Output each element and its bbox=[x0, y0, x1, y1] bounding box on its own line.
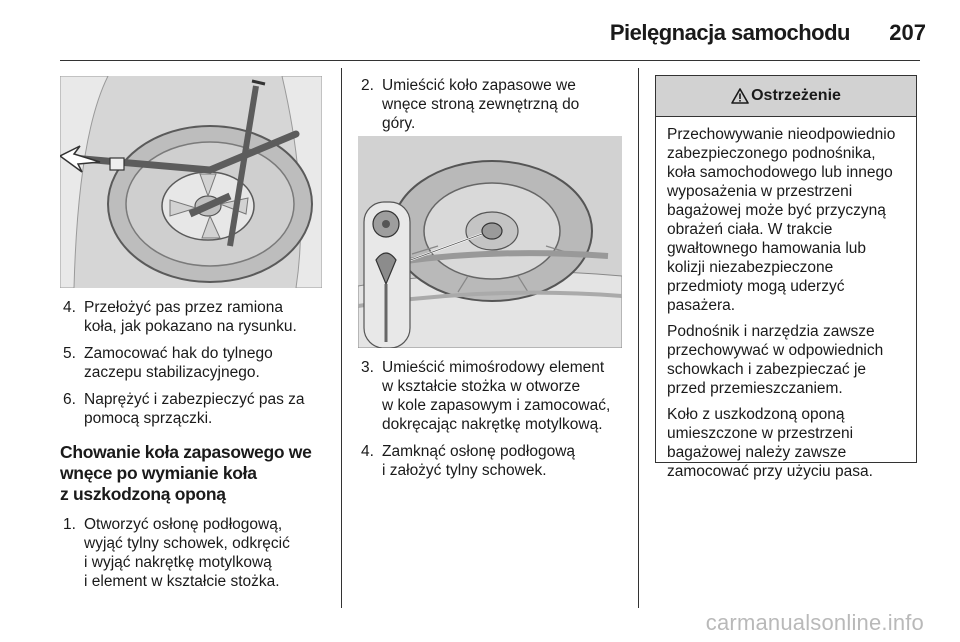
step-list-4 bbox=[358, 358, 622, 480]
column-divider-2 bbox=[638, 68, 639, 608]
page-title: Pielęgnacja samochodu bbox=[609, 20, 850, 45]
header-rule bbox=[60, 60, 920, 61]
list-item: 5. Zamocować hak do tylnego zaczepu stabilizacyjnego. bbox=[63, 345, 273, 381]
list-item: 4. Przełożyć pas przez ramiona koła, jak pokazano na rysunku. bbox=[63, 299, 297, 335]
warning-paragraph: Koło z uszkodzoną oponą umieszczone w przestrzeni bagażowej należy zawsze zamocować przy użyciu pasa. bbox=[667, 406, 873, 480]
step-list-1 bbox=[60, 298, 330, 428]
watermark: carmanualsonline.info bbox=[705, 610, 924, 635]
list-item: 4. Zamknąć osłonę podłogową i założyć tylny schowek. bbox=[361, 443, 576, 479]
warning-triangle-icon bbox=[731, 88, 749, 104]
step-list-3 bbox=[358, 76, 622, 133]
spare-wheel-strap-illustration bbox=[60, 76, 322, 288]
warning-box bbox=[655, 75, 917, 480]
warning-body bbox=[656, 117, 916, 481]
list-item: 6. Naprężyć i zabezpieczyć pas za pomocą sprzączki. bbox=[63, 391, 305, 427]
column-divider-1 bbox=[341, 68, 342, 608]
step-list-2 bbox=[60, 515, 330, 591]
warning-paragraph: Przechowywanie nieodpowiednio zabezpieczonego podnośnika, koła samochodowego lub innego wyposażenia w przestrzeni bagażowej może być przyczyną obrażeń ciała. W trakcie gwałtownego hamowania lub kolizji niezabezpieczone przedmioty mogą uderzyć pasażera. bbox=[667, 126, 896, 314]
list-item: 2. Umieścić koło zapasowe we wnęce stroną zewnętrzną do góry. bbox=[361, 77, 580, 132]
column-1 bbox=[60, 298, 330, 599]
list-item: 1. Otworzyć osłonę podłogową, wyjąć tylny schowek, odkręcić i wyjąć nakrętkę motylkową i element w kształcie stożka. bbox=[63, 516, 290, 590]
column-2-top bbox=[358, 76, 622, 141]
page-number: 207 bbox=[889, 20, 926, 45]
warning-paragraph: Podnośnik i narzędzia zawsze przechowywać w odpowiednich schowkach i zabezpieczać je przed przemieszczaniem. bbox=[667, 323, 884, 397]
section-heading: Chowanie koła zapasowego we wnęce po wymianie koła z uszkodzoną oponą bbox=[60, 442, 312, 504]
warning-title: Ostrzeżenie bbox=[751, 87, 841, 104]
column-2-bottom bbox=[358, 358, 622, 488]
spare-wheel-well-illustration bbox=[358, 136, 622, 348]
list-item: 3. Umieścić mimośrodowy element w kształcie stożka w otworze w kole zapasowym i zamocować, dokręcając nakrętkę motylkową. bbox=[361, 359, 611, 433]
warning-header bbox=[656, 76, 916, 117]
